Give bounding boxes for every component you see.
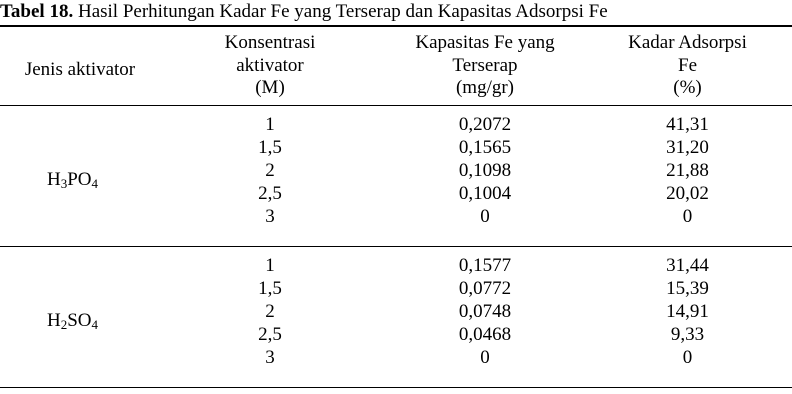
table-cell-kadar: 41,31: [666, 114, 709, 135]
table-cell-konsentrasi: 1,5: [258, 137, 282, 158]
table-cell-kadar: 31,44: [666, 255, 709, 276]
header-kadar-line3: (%): [673, 77, 702, 98]
header-rule: [0, 105, 792, 106]
table-cell-konsentrasi: 1: [265, 255, 275, 276]
table-cell-kadar: 20,02: [666, 183, 709, 204]
table-cell-kapasitas: 0,1565: [458, 137, 512, 158]
table-cell-kadar: 31,20: [666, 137, 709, 158]
header-kapasitas-line2: Terserap: [452, 54, 518, 76]
table-caption: [0, 0, 792, 24]
table-cell-kadar: 0: [682, 347, 693, 368]
table-cell-konsentrasi: 2,5: [258, 183, 282, 204]
header-konsentrasi-line1: Konsentrasi: [224, 32, 316, 53]
header-kadar-line2: Fe: [678, 54, 697, 76]
header-kapasitas-line3: (mg/gr): [455, 77, 515, 98]
table-cell-kapasitas: 0: [480, 347, 490, 368]
table-cell-kadar: 14,91: [666, 301, 709, 322]
header-kadar-line1: Kadar Adsorpsi: [628, 32, 747, 53]
table-caption-label: Tabel 18.: [0, 1, 74, 22]
header-konsentrasi-line2: aktivator: [236, 54, 304, 76]
top-rule: [0, 25, 792, 27]
header-kapasitas: [385, 32, 585, 100]
table-cell-konsentrasi: 3: [265, 347, 275, 368]
table-cell-kapasitas: 0,0748: [458, 301, 512, 322]
table-cell-konsentrasi: 2: [265, 160, 275, 181]
activator-h2so4: $H_2SO_4$: [47, 310, 99, 332]
table-cell-kapasitas: 0,1004: [458, 183, 512, 204]
header-konsentrasi: [195, 32, 345, 100]
table-cell-kadar: 15,39: [666, 278, 709, 299]
table-cell-kadar: 9,33: [670, 324, 705, 345]
header-kapasitas-line1: Kapasitas Fe yang: [415, 32, 555, 53]
table-cell-konsentrasi: 2,5: [258, 324, 282, 345]
table-cell-kapasitas: 0: [480, 206, 490, 227]
table-cell-konsentrasi: 2: [265, 301, 275, 322]
table-cell-kapasitas: 0,1577: [458, 255, 512, 276]
group-divider-rule: [0, 246, 792, 247]
table-cell-konsentrasi: 3: [265, 206, 275, 227]
activator-h3po4: $H_3PO_4$: [47, 169, 99, 191]
table-caption-text: Hasil Perhitungan Kadar Fe yang Terserap dan Kapasitas Adsorpsi Fe: [73, 1, 608, 22]
header-jenis-label: Jenis aktivator: [24, 59, 136, 80]
table-cell-kadar: 0: [682, 206, 693, 227]
header-kadar: [605, 32, 770, 100]
table-cell-kapasitas: 0,0772: [458, 278, 512, 299]
header-jenis: [0, 59, 160, 82]
table-cell-konsentrasi: 1: [265, 114, 275, 135]
table-cell-kadar: 21,88: [666, 160, 709, 181]
table-cell-kapasitas: 0,1098: [458, 160, 512, 181]
table-cell-konsentrasi: 1,5: [258, 278, 282, 299]
header-konsentrasi-line3: (M): [255, 77, 285, 98]
table-cell-kapasitas: 0,2072: [458, 114, 512, 135]
bottom-rule: [0, 387, 792, 388]
table-cell-kapasitas: 0,0468: [458, 324, 512, 345]
